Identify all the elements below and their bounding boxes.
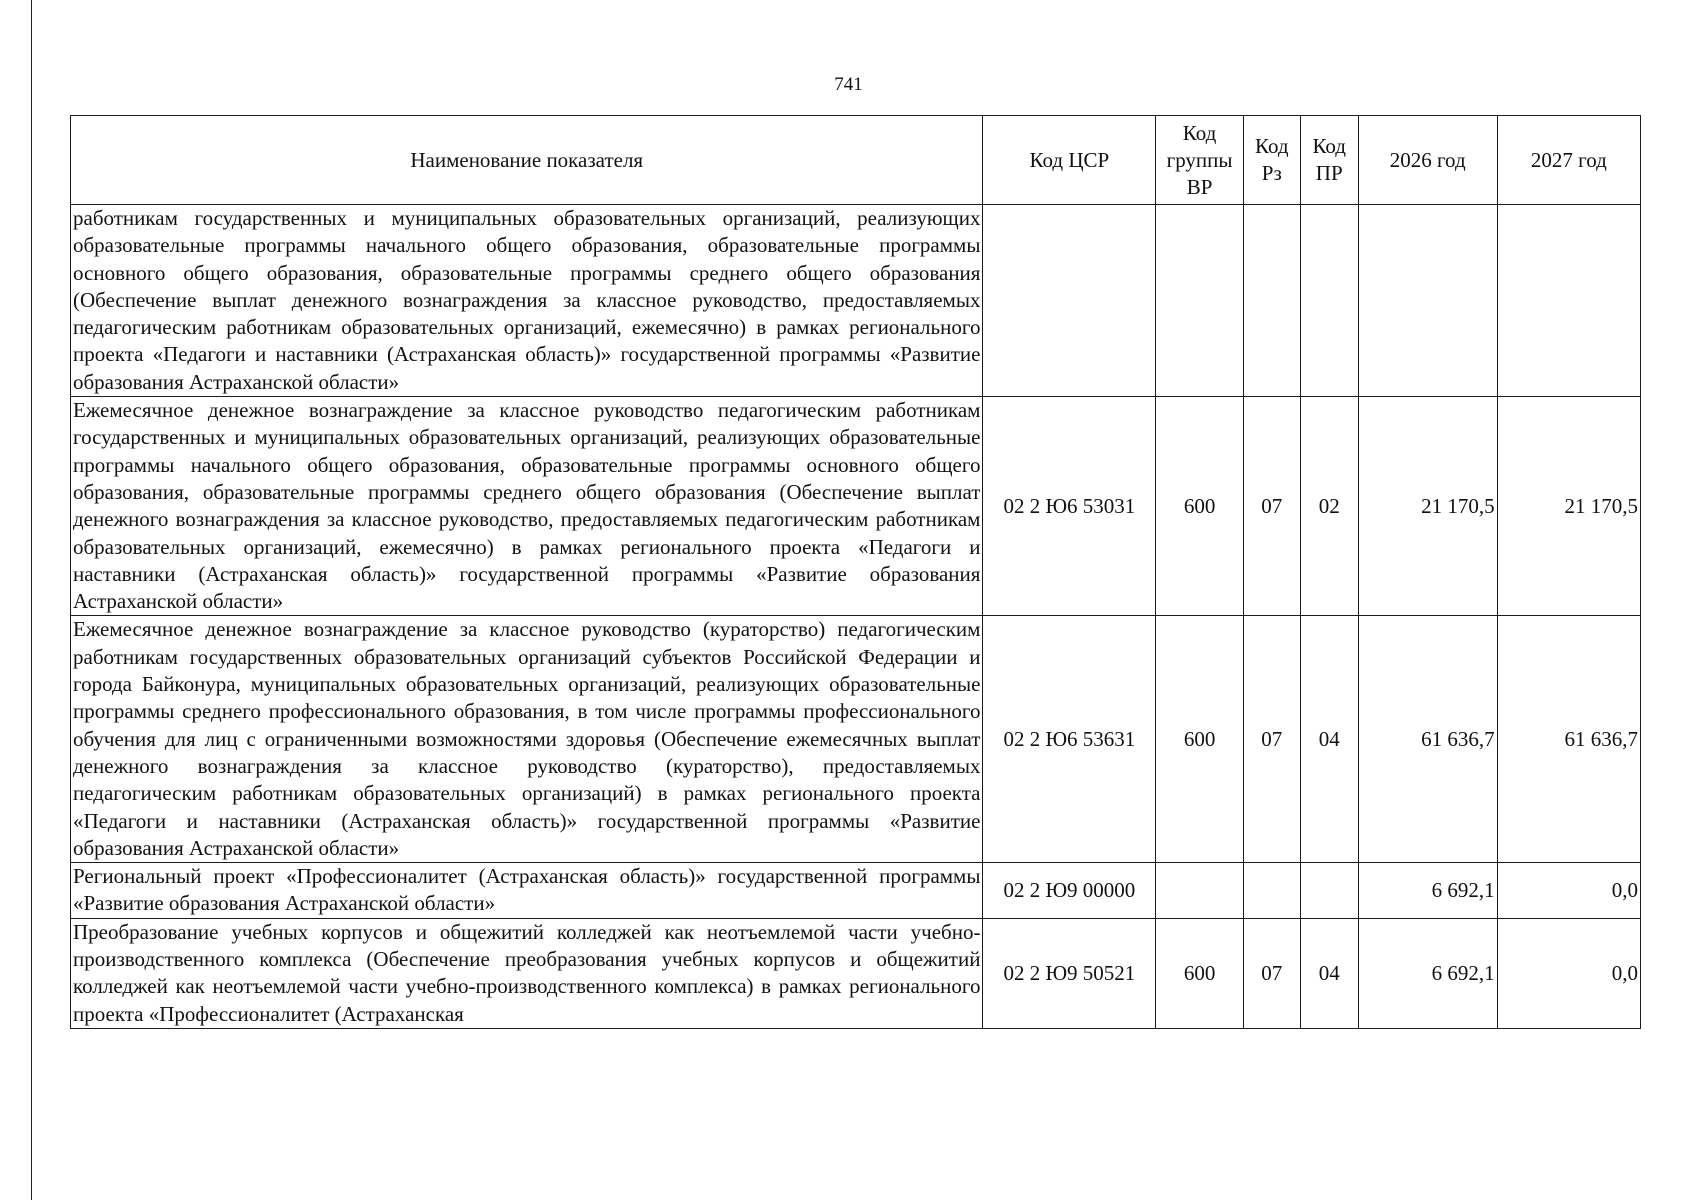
table-row xyxy=(71,863,1641,919)
row-rz xyxy=(1243,863,1300,919)
row-2026 xyxy=(1358,205,1497,397)
row-2027: 0,0 xyxy=(1497,863,1640,919)
header-csr: Код ЦСР xyxy=(983,116,1156,205)
row-2026: 21 170,5 xyxy=(1358,397,1497,616)
row-name: Преобразование учебных корпусов и общежитий колледжей как неотъемлемой части учебно-производственного комплекса (Обеспечение преобразования учебных корпусов и общежитий колледжей как неотъемлемой части учебно-производственного комплекса) в рамках регионального проекта «Профессионалитет (Астраханская xyxy=(71,918,983,1028)
row-vr: 600 xyxy=(1156,918,1244,1028)
page-number: 741 xyxy=(834,74,863,95)
row-pr xyxy=(1300,205,1358,397)
table-row xyxy=(71,205,1641,397)
row-name: работникам государственных и муниципальных образовательных организаций, реализующих образовательные программы начального общего образования, образовательные программы основного общего образования, образовательные программы среднего общего образования (Обеспечение выплат денежного вознаграждения за классное руководство, предоставляемых педагогическим работникам образовательных организаций, ежемесячно) в рамках регионального проекта «Педагоги и наставники (Астраханская область)» государственной программы «Развитие образования Астраханской области» xyxy=(71,205,983,397)
row-csr: 02 2 Ю6 53031 xyxy=(983,397,1156,616)
row-pr xyxy=(1300,863,1358,919)
row-rz: 07 xyxy=(1243,397,1300,616)
row-pr: 04 xyxy=(1300,616,1358,863)
row-rz: 07 xyxy=(1243,918,1300,1028)
row-csr: 02 2 Ю6 53631 xyxy=(983,616,1156,863)
row-rz xyxy=(1243,205,1300,397)
row-2027 xyxy=(1497,205,1640,397)
binding-margin-line xyxy=(31,0,32,1200)
row-2027: 61 636,7 xyxy=(1497,616,1640,863)
row-rz: 07 xyxy=(1243,616,1300,863)
row-2027: 0,0 xyxy=(1497,918,1640,1028)
table-header-row xyxy=(71,116,1641,205)
row-vr: 600 xyxy=(1156,616,1244,863)
header-2026: 2026 год xyxy=(1358,116,1497,205)
row-pr: 02 xyxy=(1300,397,1358,616)
header-rz: Код Рз xyxy=(1243,116,1300,205)
budget-table xyxy=(70,115,1641,1029)
header-2027: 2027 год xyxy=(1497,116,1640,205)
header-pr: Код ПР xyxy=(1300,116,1358,205)
header-vr: Код группы ВР xyxy=(1156,116,1244,205)
header-name: Наименование показателя xyxy=(71,116,983,205)
row-2027: 21 170,5 xyxy=(1497,397,1640,616)
row-vr: 600 xyxy=(1156,397,1244,616)
row-vr xyxy=(1156,863,1244,919)
row-name: Ежемесячное денежное вознаграждение за классное руководство (кураторство) педагогическим работникам государственных образовательных организаций субъектов Российской Федерации и города Байконура, муниципальных образовательных организаций, реализующих образовательные программы среднего профессионального образования, в том числе программы профессионального обучения для лиц с ограниченными возможностями здоровья (Обеспечение ежемесячных выплат денежного вознаграждения за классное руководство (кураторство), предоставляемых педагогическим работникам образовательных организаций) в рамках регионального проекта «Педагоги и наставники (Астраханская область)» государственной программы «Развитие образования Астраханской области» xyxy=(71,616,983,863)
row-2026: 6 692,1 xyxy=(1358,918,1497,1028)
row-vr xyxy=(1156,205,1244,397)
row-name: Ежемесячное денежное вознаграждение за классное руководство педагогическим работникам государственных и муниципальных образовательных организаций, реализующих образовательные программы начального общего образования, образовательные программы основного общего образования, образовательные программы среднего общего образования (Обеспечение выплат денежного вознаграждения за классное руководство, предоставляемых педагогическим работникам образовательных организаций, ежемесячно) в рамках регионального проекта «Педагоги и наставники (Астраханская область)» государственной программы «Развитие образования Астраханской области» xyxy=(71,397,983,616)
row-2026: 61 636,7 xyxy=(1358,616,1497,863)
row-csr: 02 2 Ю9 00000 xyxy=(983,863,1156,919)
row-csr: 02 2 Ю9 50521 xyxy=(983,918,1156,1028)
table-row xyxy=(71,616,1641,863)
table-row xyxy=(71,397,1641,616)
table-row xyxy=(71,918,1641,1028)
row-csr xyxy=(983,205,1156,397)
row-name: Региональный проект «Профессионалитет (Астраханская область)» государственной программы «Развитие образования Астраханской области» xyxy=(71,863,983,919)
row-pr: 04 xyxy=(1300,918,1358,1028)
row-2026: 6 692,1 xyxy=(1358,863,1497,919)
